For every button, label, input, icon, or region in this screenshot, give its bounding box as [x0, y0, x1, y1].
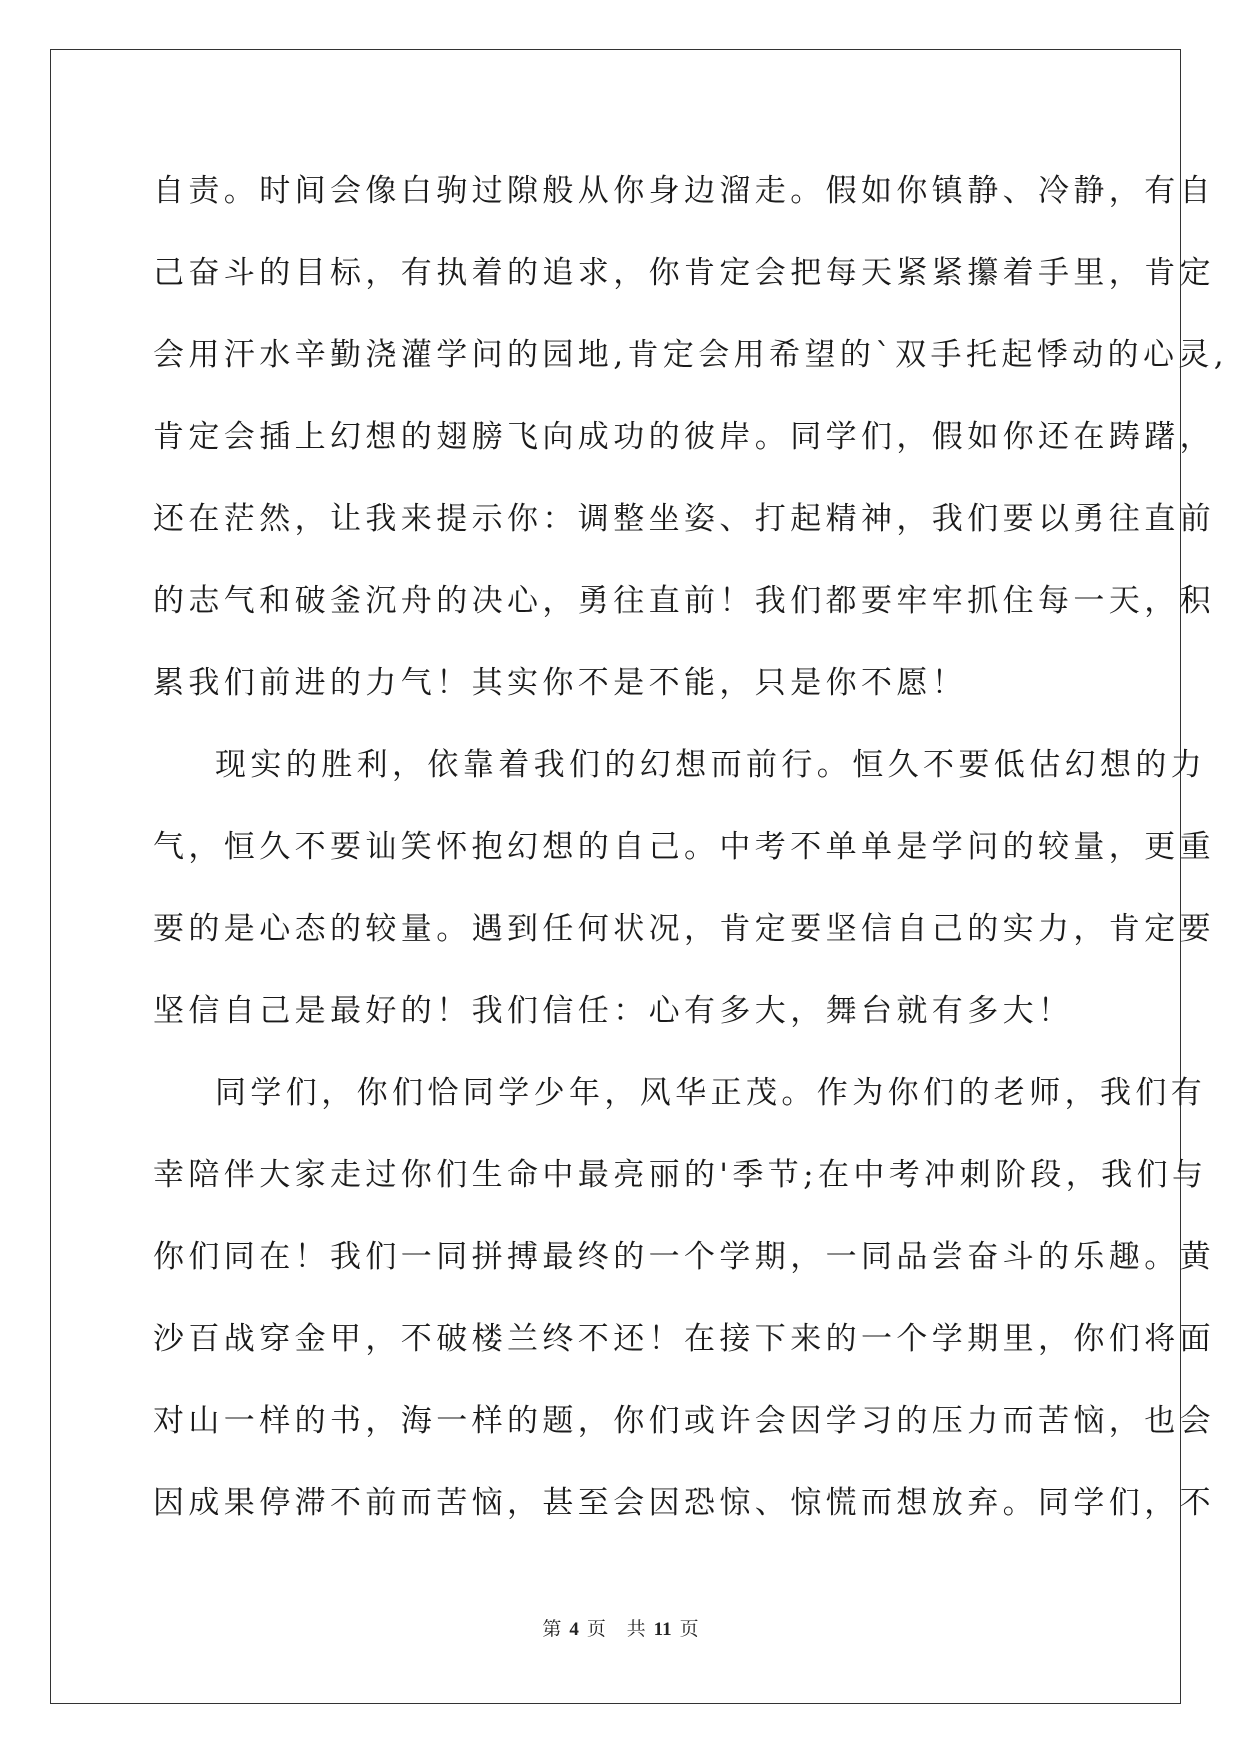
text-line: 气，恒久不要讪笑怀抱幻想的自己。中考不单单是学问的较量，更重: [153, 829, 1215, 865]
text-line: 会用汗水辛勤浇灌学问的园地,肯定会用希望的`双手托起悸动的心灵,: [153, 337, 1229, 373]
text-line: 的志气和破釜沉舟的决心，勇往直前！我们都要牢牢抓住每一天，积: [153, 583, 1215, 619]
page-footer: [0, 1614, 1241, 1641]
text-line: 对山一样的书，海一样的题，你们或许会因学习的压力而苦恼，也会: [153, 1403, 1215, 1439]
text-line: 还在茫然，让我来提示你：调整坐姿、打起精神，我们要以勇往直前: [153, 501, 1215, 537]
page-number: 第 4 页: [542, 1619, 606, 1640]
text-line: 自责。时间会像白驹过隙般从你身边溜走。假如你镇静、冷静，有自: [153, 173, 1215, 209]
text-line: 沙百战穿金甲，不破楼兰终不还！在接下来的一个学期里，你们将面: [153, 1321, 1215, 1357]
text-line: 因成果停滞不前而苦恼，甚至会因恐惊、惊慌而想放弃。同学们，不: [153, 1485, 1215, 1521]
page-total: 共 11 页: [626, 1619, 699, 1640]
text-line: 要的是心态的较量。遇到任何状况，肯定要坚信自己的实力，肯定要: [153, 911, 1215, 947]
text-line: 你们同在！我们一同拼搏最终的一个学期，一同品尝奋斗的乐趣。黄: [153, 1239, 1215, 1275]
text-line: 肯定会插上幻想的翅膀飞向成功的彼岸。同学们，假如你还在踌躇，: [153, 419, 1215, 455]
document-body: [153, 158, 1229, 1552]
text-line: 同学们，你们恰同学少年，风华正茂。作为你们的老师，我们有: [215, 1075, 1207, 1111]
text-line: 累我们前进的力气！其实你不是不能，只是你不愿！: [153, 665, 968, 701]
text-line: 己奋斗的目标，有执着的追求，你肯定会把每天紧紧攥着手里，肯定: [153, 255, 1215, 291]
text-line: 现实的胜利，依靠着我们的幻想而前行。恒久不要低估幻想的力: [215, 747, 1207, 783]
text-line: 幸陪伴大家走过你们生命中最亮丽的'季节;在中考冲刺阶段，我们与: [153, 1157, 1208, 1193]
text-line: 坚信自己是最好的！我们信任：心有多大，舞台就有多大！: [153, 993, 1074, 1029]
